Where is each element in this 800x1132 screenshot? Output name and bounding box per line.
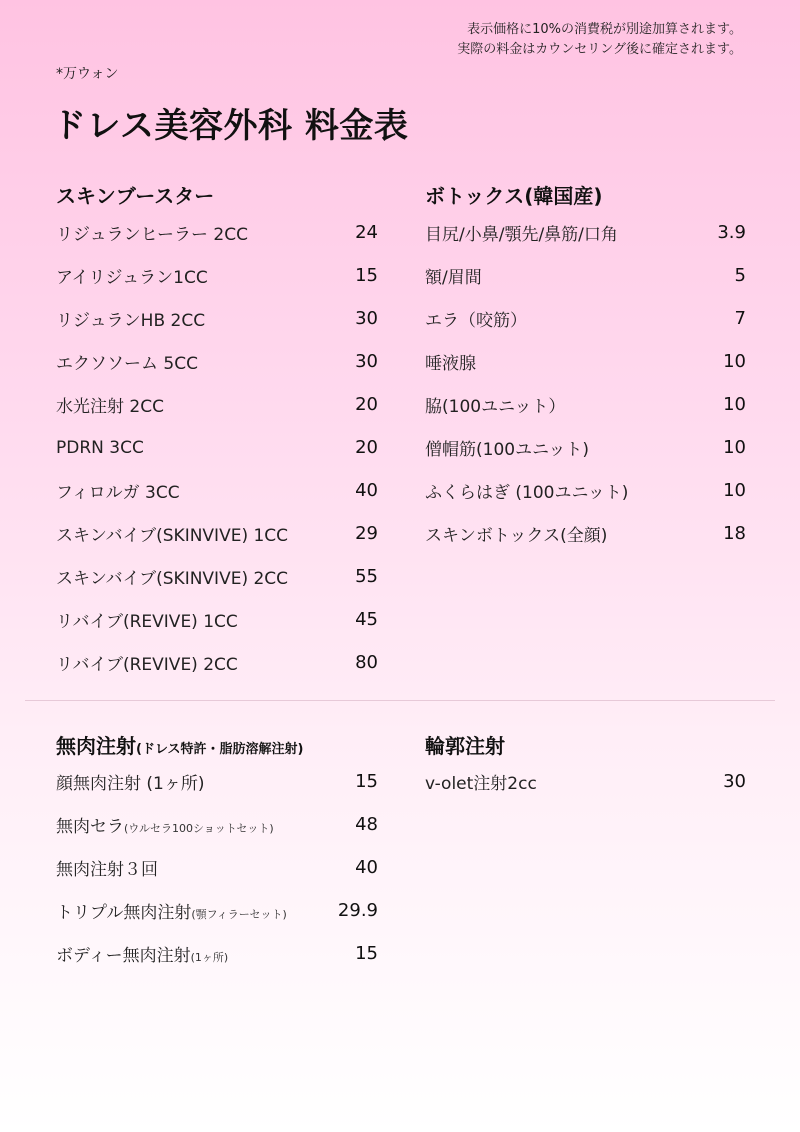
item-price: 45 <box>355 609 378 630</box>
item-price: 15 <box>355 943 378 964</box>
item-name: スキンバイブ(SKINVIVE) 2CC <box>56 569 289 589</box>
item-note: (ウルセラ100ショットセット) <box>124 822 274 835</box>
item-price: 5 <box>734 265 746 286</box>
page-title: ドレス美容外科 料金表 <box>52 106 409 146</box>
item-price: 3.9 <box>717 222 746 243</box>
price-row <box>425 760 746 803</box>
item-name: アイリジュラン1CC <box>56 268 208 288</box>
item-price: 7 <box>734 308 746 329</box>
item-name-main: 無肉注射３回 <box>56 860 158 880</box>
price-row <box>425 383 746 426</box>
price-row <box>425 211 746 254</box>
item-name: リバイブ(REVIVE) 2CC <box>56 655 238 675</box>
price-row <box>56 254 378 297</box>
item-price: 20 <box>355 394 378 415</box>
item-name-main: 顔無肉注射 (1ヶ所) <box>56 774 205 794</box>
item-price: 29.9 <box>337 900 378 921</box>
price-row <box>56 932 378 975</box>
price-list <box>56 760 378 975</box>
item-name: エラ（咬筋） <box>425 311 527 331</box>
item-price: 30 <box>355 308 378 329</box>
section-skin-booster <box>56 180 378 684</box>
item-name: 額/眉間 <box>425 268 482 288</box>
item-name: フィロルガ 3CC <box>56 483 180 503</box>
section-title: スキンブースター <box>56 184 215 208</box>
item-name <box>56 898 287 923</box>
price-row <box>56 555 378 598</box>
item-price: 10 <box>723 437 746 458</box>
section-divider <box>25 700 775 701</box>
price-list <box>425 211 746 555</box>
item-name: 目尻/小鼻/顎先/鼻筋/口角 <box>425 225 618 245</box>
section-title <box>56 730 378 758</box>
item-name: 脇(100ユニット） <box>425 397 566 417</box>
section-fat-injection <box>56 730 378 975</box>
price-row <box>56 426 378 469</box>
item-name-main: 無肉セラ <box>56 817 124 837</box>
item-name-main: ボディー無肉注射 <box>56 946 191 966</box>
price-row <box>56 598 378 641</box>
item-price: 55 <box>355 566 378 587</box>
section-botox <box>425 180 746 555</box>
item-name: リバイブ(REVIVE) 1CC <box>56 612 238 632</box>
price-row <box>425 512 746 555</box>
price-row <box>56 383 378 426</box>
item-name: 水光注射 2CC <box>56 397 164 417</box>
price-row <box>56 641 378 684</box>
item-name <box>56 941 228 966</box>
price-row <box>425 254 746 297</box>
item-name-main: トリプル無肉注射 <box>56 903 192 923</box>
price-row <box>56 211 378 254</box>
item-name: リジュランHB 2CC <box>56 311 206 331</box>
item-price: 48 <box>355 814 378 835</box>
item-name: スキンボトックス(全顔) <box>425 526 608 546</box>
price-row <box>56 889 378 932</box>
section-contour-injection <box>425 730 746 803</box>
section-title-main: 無肉注射 <box>56 734 136 758</box>
price-row <box>56 512 378 555</box>
price-row <box>425 426 746 469</box>
item-note: (1ヶ所) <box>190 951 229 964</box>
currency-unit-note: *万ウォン <box>56 66 119 82</box>
price-row <box>56 340 378 383</box>
section-title: ボトックス(韓国産) <box>425 184 603 208</box>
item-price: 40 <box>355 857 378 878</box>
item-price: 80 <box>355 652 378 673</box>
item-name <box>56 812 274 837</box>
item-price: 24 <box>355 222 378 243</box>
price-list <box>56 211 378 684</box>
price-row <box>56 297 378 340</box>
item-price: 30 <box>355 351 378 372</box>
price-row <box>425 297 746 340</box>
item-name: 唾液腺 <box>425 354 476 374</box>
price-row <box>56 469 378 512</box>
item-price: 10 <box>723 394 746 415</box>
item-price: 40 <box>355 480 378 501</box>
section-title-sub: (ドレス特許・脂肪溶解注射) <box>136 742 304 757</box>
item-price: 30 <box>723 771 746 792</box>
item-name <box>56 769 204 794</box>
price-row <box>56 846 378 889</box>
item-price: 20 <box>355 437 378 458</box>
price-row <box>425 340 746 383</box>
item-price: 10 <box>723 480 746 501</box>
item-name: スキンバイブ(SKINVIVE) 1CC <box>56 526 289 546</box>
section-title: 輪郭注射 <box>425 734 505 758</box>
tax-notice-line-2: 実際の料金はカウンセリング後に確定されます。 <box>457 42 742 57</box>
item-name <box>56 855 158 880</box>
item-price: 18 <box>723 523 746 544</box>
price-row <box>56 760 378 803</box>
price-row <box>56 803 378 846</box>
item-name: PDRN 3CC <box>56 437 144 458</box>
item-note: (顎フィラーセット) <box>191 908 287 921</box>
item-name: ふくらはぎ (100ユニット) <box>425 483 629 503</box>
item-name: v-olet注射2cc <box>425 774 537 794</box>
item-price: 10 <box>723 351 746 372</box>
tax-notice <box>457 20 742 60</box>
item-name: リジュランヒーラー 2CC <box>56 225 248 245</box>
price-row <box>425 469 746 512</box>
item-price: 29 <box>355 523 378 544</box>
item-price: 15 <box>355 771 378 792</box>
item-name: エクソソーム 5CC <box>56 354 198 374</box>
item-name: 僧帽筋(100ユニット) <box>425 440 590 460</box>
price-list <box>425 760 746 803</box>
tax-notice-line-1: 表示価格に10%の消費税が別途加算されます。 <box>467 22 742 37</box>
item-price: 15 <box>355 265 378 286</box>
